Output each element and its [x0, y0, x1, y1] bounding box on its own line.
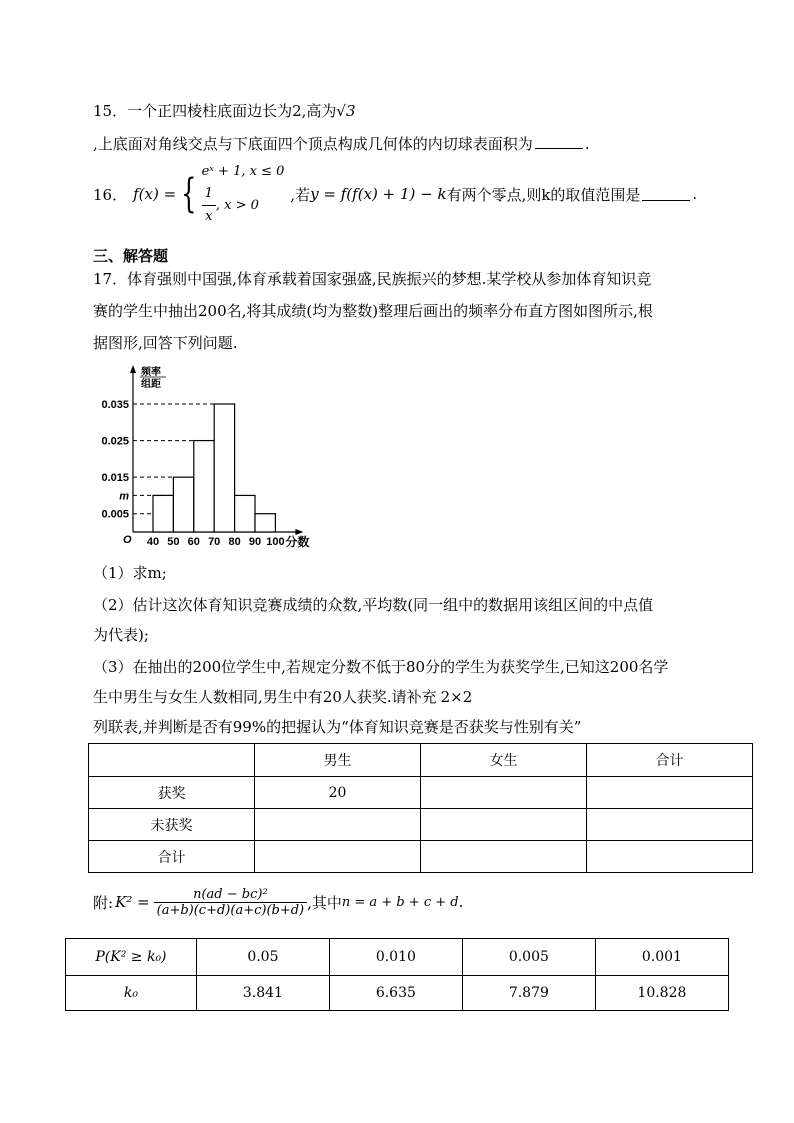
x-axis-label: 分数 [285, 535, 310, 549]
q16: 16． f(x) = { eˣ + 1, x ≤ 0 $\frac{1}{x}$ , x > 0 ,若 y = f(f(x) + 1) − k 有两个零点,则k的取值范围是 . [93, 163, 697, 225]
table-cell: 0.001 [595, 939, 728, 976]
k2-fraction: $\frac{\text{n(ad − bc)²}}{(a+b)(c+d)(a+c)(b+d)}$ [154, 887, 308, 918]
histogram-bar [235, 495, 255, 532]
table-row [66, 976, 729, 1011]
header-cell [89, 744, 255, 777]
y-label-top: 频率 [141, 367, 161, 378]
q17-part2a: （2）估计这次体育知识竞赛成绩的众数,平均数(同一组中的数据用该组区间的中点值 [93, 596, 654, 614]
table-cell [421, 809, 587, 841]
answer-blank [642, 188, 690, 201]
section-title: 三、解答题 [93, 247, 169, 265]
table-cell: 6.635 [329, 976, 462, 1011]
histogram-bar [153, 495, 173, 532]
q17-part3a: （3）在抽出的200位学生中,若规定分数不低于80分的学生为获奖学生,已知这200名学 [93, 658, 669, 676]
header-cell: 合计 [586, 744, 752, 777]
header-cell: 男生 [254, 744, 420, 777]
table-cell [586, 777, 752, 809]
x-tick-label: 60 [187, 536, 200, 548]
y-label-bottom: 组距 [141, 379, 161, 390]
table-cell [586, 809, 752, 841]
table-cell: 7.879 [462, 976, 595, 1011]
x-tick-label: 40 [146, 536, 160, 548]
sqrt3: √3 [336, 102, 356, 120]
q15-line2: ,上底面对角线交点与下底面四个顶点构成几何体的内切球表面积为 . [93, 135, 590, 153]
y-tick-label: m [119, 490, 129, 503]
contingency-table [88, 743, 753, 873]
x-tick-label: 50 [167, 536, 180, 548]
table-row [89, 809, 753, 841]
table-cell: 10.828 [595, 976, 728, 1011]
y-tick-label: 0.015 [101, 472, 129, 485]
x-tick-label: 70 [208, 536, 221, 548]
critical-value-table [65, 938, 729, 1011]
table-cell: 20 [254, 777, 420, 809]
histogram-bar [173, 477, 193, 532]
q17-part3c: 列联表,并判断是否有99%的把握认为“体育知识竞赛是否获奖与性别有关” [93, 718, 582, 736]
table-cell: 3.841 [196, 976, 329, 1011]
q15-line1: 15．一个正四棱柱底面边长为2,高为√3 [93, 102, 356, 120]
answer-blank [535, 136, 583, 149]
histogram-bar [255, 514, 275, 532]
y-tick-label: 0.025 [101, 435, 129, 448]
q16-label: 16． [93, 185, 128, 204]
x-tick-label: 90 [248, 536, 262, 548]
q17-line3: 据图形,回答下列问题. [93, 334, 238, 352]
histogram-bar [194, 441, 214, 532]
table-cell [254, 841, 420, 873]
table-header-row [89, 744, 753, 777]
k2-formula: 附: K² = $\frac{\text{n(ad − bc)²}}{(a+b)(c+d)(a+c)(b+d)}$ ,其中 n = a + b + c + d . [93, 886, 464, 918]
q17-part3b: 生中男生与女生人数相同,男生中有20人获奖.请补充 2×2 [93, 688, 473, 706]
table-cell [421, 841, 587, 873]
q17-part2b: 为代表); [93, 626, 149, 644]
table-cell: 0.010 [329, 939, 462, 976]
q16-fx: f(x) = [133, 185, 177, 203]
table-row [89, 841, 753, 873]
case2-frac: $\frac{1}{x}$ [202, 183, 216, 228]
table-cell [254, 809, 420, 841]
q17-line2: 赛的学生中抽出200名,将其成绩(均为整数)整理后画出的频率分布直方图如图所示,根 [93, 302, 653, 320]
table-cell: P(K² ≥ k₀) [66, 939, 197, 976]
y-tick-label: 0.035 [101, 399, 129, 411]
q16-expr: y = f(f(x) + 1) − k [310, 185, 447, 203]
table-cell [421, 777, 587, 809]
table-cell: 获奖 [89, 777, 255, 809]
q17-part1: （1）求m; [93, 564, 167, 582]
header-cell: 女生 [421, 744, 587, 777]
table-cell [586, 841, 752, 873]
table-row [66, 939, 729, 976]
y-axis-arrow [130, 365, 136, 373]
table-cell: 0.005 [462, 939, 595, 976]
origin-label: O [123, 534, 132, 546]
table-cell: 未获奖 [89, 809, 255, 841]
piecewise-cases: eˣ + 1, x ≤ 0 $\frac{1}{x}$ , x > 0 [202, 161, 285, 228]
x-tick-label: 100 [266, 536, 285, 548]
brace: { [181, 171, 197, 217]
case1: eˣ + 1, x ≤ 0 [201, 163, 285, 179]
x-tick-label: 80 [228, 536, 241, 548]
table-cell: k₀ [66, 976, 197, 1011]
table-cell: 0.05 [196, 939, 329, 976]
y-tick-label: 0.005 [101, 508, 129, 521]
frequency-histogram [90, 362, 330, 557]
table-cell: 合计 [89, 841, 255, 873]
table-row [89, 777, 753, 809]
histogram-bar [214, 404, 234, 532]
q17-line1: 17．体育强则中国强,体育承载着国家强盛,民族振兴的梦想.某学校从参加体育知识竞 [93, 270, 652, 288]
